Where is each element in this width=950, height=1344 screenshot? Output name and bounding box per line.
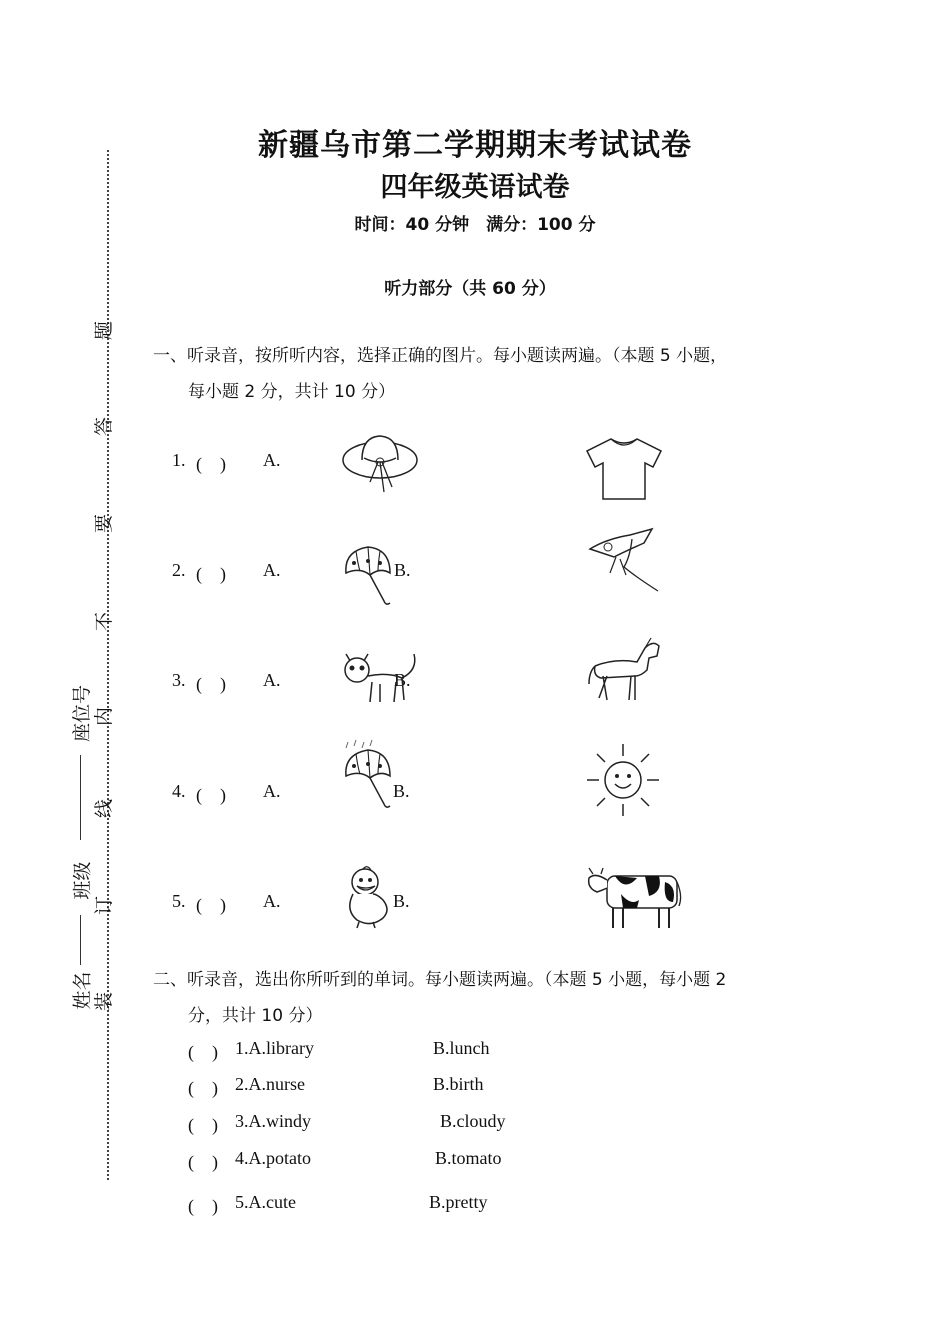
class-label: 班级 bbox=[71, 861, 94, 900]
exam-subtitle: 四年级英语试卷 bbox=[380, 172, 570, 203]
word-option-b: B.pretty bbox=[429, 1192, 488, 1212]
answer-bracket[interactable]: ( ) bbox=[188, 1042, 218, 1062]
option-b-label: B. bbox=[394, 560, 411, 580]
word-option-b: B.birth bbox=[433, 1074, 484, 1094]
cow-icon[interactable] bbox=[585, 862, 683, 932]
part2-instruction-2: 分，共计 10 分） bbox=[188, 1006, 323, 1026]
exam-title: 新疆乌市第二学期期末考试试卷 bbox=[258, 128, 692, 163]
seat-label: 座位号 bbox=[71, 684, 94, 743]
question-number: 2. bbox=[172, 560, 186, 580]
option-a-label: A. bbox=[263, 560, 281, 580]
rain-umbrella-icon[interactable] bbox=[340, 740, 404, 812]
duck-icon[interactable] bbox=[343, 864, 393, 928]
option-a-label: A. bbox=[263, 781, 281, 801]
warning-char-3: 线 bbox=[93, 798, 116, 819]
t-shirt-icon[interactable] bbox=[585, 437, 663, 501]
warning-char-2: 订 bbox=[93, 895, 116, 916]
warning-char-4: 内 bbox=[93, 706, 116, 727]
answer-bracket[interactable]: ( ) bbox=[188, 1152, 218, 1172]
part2-instruction-1: 二、听录音，选出你所听到的单词。每小题读两遍。（本题 5 小题，每小题 2 bbox=[153, 970, 727, 990]
word-option-a: 4.A.potato bbox=[235, 1148, 311, 1168]
answer-bracket[interactable]: ( ) bbox=[196, 564, 226, 584]
sun-icon[interactable] bbox=[585, 742, 661, 818]
question-number: 5. bbox=[172, 891, 186, 911]
word-option-a: 5.A.cute bbox=[235, 1192, 296, 1212]
warning-char-5: 不 bbox=[93, 611, 116, 632]
horse-icon[interactable] bbox=[585, 636, 663, 704]
word-option-a: 1.A.library bbox=[235, 1038, 314, 1058]
option-b-label: B. bbox=[393, 891, 410, 911]
warning-char-7: 答 bbox=[93, 416, 116, 437]
name-field[interactable] bbox=[80, 915, 82, 965]
answer-bracket[interactable]: ( ) bbox=[196, 674, 226, 694]
option-a-label: A. bbox=[263, 670, 281, 690]
answer-bracket[interactable]: ( ) bbox=[188, 1078, 218, 1098]
option-b-label: B. bbox=[393, 781, 410, 801]
warning-char-8: 题 bbox=[93, 320, 116, 341]
part1-instruction-1: 一、听录音，按所听内容，选择正确的图片。每小题读两遍。（本题 5 小题， bbox=[153, 346, 728, 366]
word-option-b: B.lunch bbox=[433, 1038, 490, 1058]
option-a-label: A. bbox=[263, 891, 281, 911]
kite-icon[interactable] bbox=[586, 527, 662, 593]
answer-bracket[interactable]: ( ) bbox=[188, 1196, 218, 1216]
umbrella-icon[interactable] bbox=[340, 543, 402, 609]
word-option-b: B.tomato bbox=[435, 1148, 502, 1168]
time-and-score: 时间：40 分钟 满分：100 分 bbox=[354, 215, 596, 235]
word-option-a: 2.A.nurse bbox=[235, 1074, 305, 1094]
warning-char-1: 装 bbox=[93, 991, 116, 1012]
answer-bracket[interactable]: ( ) bbox=[196, 785, 226, 805]
option-b-label: B. bbox=[394, 670, 411, 690]
word-option-b: B.cloudy bbox=[440, 1111, 506, 1131]
part1-instruction-2: 每小题 2 分，共计 10 分） bbox=[188, 382, 396, 402]
cat-icon[interactable] bbox=[340, 648, 420, 708]
word-option-a: 3.A.windy bbox=[235, 1111, 311, 1131]
answer-bracket[interactable]: ( ) bbox=[196, 895, 226, 915]
hat-icon[interactable] bbox=[340, 432, 420, 494]
binding-dotted-line bbox=[107, 150, 109, 1180]
listening-heading: 听力部分（共 60 分） bbox=[384, 279, 556, 299]
answer-bracket[interactable]: ( ) bbox=[196, 454, 226, 474]
name-label: 姓名 bbox=[71, 971, 94, 1010]
question-number: 3. bbox=[172, 670, 186, 690]
class-field[interactable] bbox=[80, 755, 82, 840]
answer-bracket[interactable]: ( ) bbox=[188, 1115, 218, 1135]
warning-char-6: 要 bbox=[93, 513, 116, 534]
option-a-label: A. bbox=[263, 450, 281, 470]
question-number: 1. bbox=[172, 450, 186, 470]
question-number: 4. bbox=[172, 781, 186, 801]
